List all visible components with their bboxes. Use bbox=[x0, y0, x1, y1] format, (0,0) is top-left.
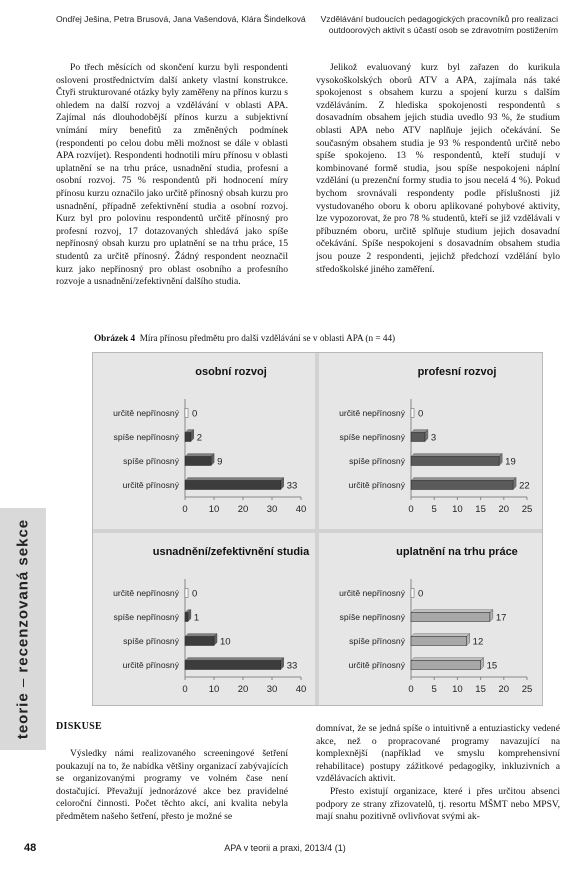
bar-chart bbox=[319, 353, 541, 529]
section-heading: DISKUSE bbox=[56, 721, 103, 732]
bar-rect bbox=[185, 433, 191, 442]
bar-spise-neprinosny bbox=[411, 610, 493, 622]
bar-value-label: 1 bbox=[193, 612, 200, 624]
sidebar-part2: recenzovaná sekce bbox=[14, 518, 32, 673]
chart-title: uplatnění na trhu práce bbox=[396, 546, 518, 558]
bar-urcite-prinosny bbox=[411, 478, 516, 490]
bar-top-face bbox=[185, 478, 284, 481]
chart-panel-profesni-rozvoj bbox=[319, 353, 541, 529]
bar-rect-zero bbox=[411, 589, 414, 598]
discussion-left-text bbox=[56, 748, 288, 824]
y-category-label: určitě nepřínosný bbox=[113, 408, 179, 418]
bar-urcite-neprinosny bbox=[411, 409, 414, 418]
bar-chart bbox=[93, 353, 315, 529]
x-tick-label: 40 bbox=[295, 504, 307, 515]
x-tick-label: 25 bbox=[521, 684, 533, 695]
bar-top-face bbox=[411, 610, 493, 613]
running-header-title-line1: Vzdělávání budoucích pedagogických pracovníků pro realizaci bbox=[320, 14, 558, 24]
y-category-label: spíše přínosný bbox=[123, 636, 179, 646]
x-tick-label: 10 bbox=[452, 684, 463, 695]
bar-rect-zero bbox=[185, 589, 188, 598]
x-tick-label: 25 bbox=[521, 504, 533, 515]
y-category-label: určitě nepřínosný bbox=[339, 588, 405, 598]
x-tick-label: 20 bbox=[498, 504, 510, 515]
bar-spise-neprinosny bbox=[185, 610, 191, 622]
bar-rect bbox=[411, 457, 499, 466]
x-tick-label: 0 bbox=[182, 684, 188, 695]
x-tick-label: 40 bbox=[295, 684, 307, 695]
figure-caption-text: Míra přínosu předmětu pro další vzdělávání se v oblasti APA (n = 44) bbox=[139, 333, 396, 343]
bar-value-label: 0 bbox=[418, 408, 424, 420]
bar-rect bbox=[411, 613, 490, 622]
paragraph: Jelikož evaluovaný kurz byl zařazen do kurikula vysokoškolských oborů ATV a APA, zajímala nás také spokojenost s obsahem kurzu a spojení kurzu s dalším vzděláváním. Z hlediska spokojenosti respondentů s dosavadním obsahem jejich studia uvedlo 93 %, že studium oblasti APA nebo ATV naplňuje jejich očekávání. Se současným obsahem studia je 93 % respondentů určitě nebo spíše spokojeno. 13 % respondentů, kteří studují v kombinované formě studia, jsou spíše nespokojeni náplní vzdělání (u prezenční formy studia to jsou necelá 4 %). Pokud bychom srovnávali respondenty podle příslušnosti již vystudovaného oboru k oboru aplikované pohybové aktivity, lze vypozorovat, že pro 78 % studentů, kteří se již vzdělávali v příbuzném oboru, určitě splňuje studium jejich dosavadní očekávání. Spíše nespokojeni s dosavadním obsahem studia jsou pouze 2 respondenti, jejichž předchozí vzdělání bylo středoškolské jiného zaměření. bbox=[316, 62, 560, 275]
y-category-label: určitě přínosný bbox=[348, 480, 405, 490]
bar-value-label: 0 bbox=[418, 588, 424, 600]
y-category-label: spíše přínosný bbox=[349, 636, 405, 646]
x-tick-label: 20 bbox=[498, 684, 510, 695]
bar-rect bbox=[185, 481, 281, 490]
bar-urcite-prinosny bbox=[185, 478, 284, 490]
bar-spise-prinosny bbox=[185, 634, 217, 646]
bar-value-label: 0 bbox=[192, 588, 198, 600]
running-header-authors: Ondřej Ješina, Petra Brusová, Jana Vašendová, Klára Šindelková bbox=[56, 14, 306, 24]
figure-label: Obrázek 4 bbox=[94, 333, 136, 343]
bar-value-label: 22 bbox=[519, 480, 530, 492]
bar-value-label: 15 bbox=[486, 660, 498, 672]
chart-panel-osobni-rozvoj bbox=[93, 353, 315, 529]
chart-title: profesní rozvoj bbox=[417, 366, 497, 378]
y-category-label: spíše nepřínosný bbox=[113, 612, 179, 622]
bar-chart bbox=[93, 533, 315, 709]
bar-value-label: 0 bbox=[192, 408, 198, 420]
section-sidebar-label bbox=[15, 519, 32, 739]
bar-urcite-neprinosny bbox=[411, 589, 414, 598]
y-category-label: spíše nepřínosný bbox=[339, 432, 405, 442]
journal-footer: APA v teorii a praxi, 2013/4 (1) bbox=[224, 843, 346, 853]
bar-value-label: 19 bbox=[505, 456, 516, 468]
bar-rect bbox=[185, 637, 214, 646]
bar-spise-prinosny bbox=[411, 634, 470, 646]
x-tick-label: 10 bbox=[208, 684, 220, 695]
y-category-label: určitě přínosný bbox=[122, 660, 179, 670]
bar-value-label: 33 bbox=[286, 480, 298, 492]
paragraph: domnívat, že se jedná spíše o intuitivně a entuziasticky vedené akce, než o propracované programy navazující na komplexnější (například ve smyslu komprehensivní rehabilitace) postupy zážitkové pedagogiky, inkluzivních a vzdělávacích aktivit. bbox=[316, 723, 560, 785]
bar-rect bbox=[185, 457, 211, 466]
bar-top-face bbox=[411, 478, 516, 481]
bar-value-label: 12 bbox=[472, 636, 484, 648]
x-tick-label: 10 bbox=[452, 504, 463, 515]
figure-caption bbox=[94, 333, 395, 343]
x-tick-label: 30 bbox=[266, 684, 278, 695]
chart-panel-usnadneni-studia bbox=[93, 533, 315, 709]
bar-value-label: 3 bbox=[430, 432, 437, 444]
x-tick-label: 30 bbox=[266, 504, 278, 515]
x-tick-label: 10 bbox=[208, 504, 220, 515]
bar-value-label: 33 bbox=[286, 660, 298, 672]
x-tick-label: 15 bbox=[475, 504, 486, 515]
bar-urcite-neprinosny bbox=[185, 589, 188, 598]
y-category-label: spíše nepřínosný bbox=[113, 432, 179, 442]
bar-rect bbox=[185, 661, 281, 670]
y-category-label: určitě nepřínosný bbox=[113, 588, 179, 598]
bar-value-label: 9 bbox=[217, 456, 223, 468]
y-category-label: spíše přínosný bbox=[123, 456, 179, 466]
y-category-label: určitě přínosný bbox=[348, 660, 405, 670]
left-column-text bbox=[56, 62, 288, 289]
y-category-label: určitě nepřínosný bbox=[339, 408, 405, 418]
chart-panel-uplatneni-trh-prace bbox=[319, 533, 541, 709]
bar-top-face bbox=[185, 658, 284, 661]
chart-title: osobní rozvoj bbox=[195, 366, 267, 378]
sidebar-part1: teorie bbox=[14, 692, 32, 740]
x-tick-label: 15 bbox=[475, 684, 486, 695]
x-tick-label: 5 bbox=[431, 684, 437, 695]
bar-rect bbox=[411, 637, 467, 646]
y-category-label: spíše nepřínosný bbox=[339, 612, 405, 622]
bar-urcite-prinosny bbox=[411, 658, 484, 670]
bar-spise-neprinosny bbox=[185, 430, 194, 442]
y-category-label: spíše přínosný bbox=[349, 456, 405, 466]
page-number: 48 bbox=[24, 842, 37, 854]
bar-rect bbox=[411, 661, 481, 670]
bar-urcite-neprinosny bbox=[185, 409, 188, 418]
running-header-title bbox=[298, 14, 558, 36]
paragraph: Výsledky námi realizovaného screeningové šetření poukazují na to, že nabídka většiny organizací zabývajících se organizovanými programy ve volném čase není dostačující. Převažují jednorázové akce bez pravidelné celoroční činnosti. Počet těchto akcí, ani kvalita nebyla předmětem našeho šetření, přesto je možné se bbox=[56, 748, 288, 822]
figure-4-charts bbox=[92, 352, 543, 706]
bar-top-face bbox=[411, 454, 502, 457]
bar-spise-neprinosny bbox=[411, 430, 428, 442]
x-tick-label: 20 bbox=[237, 504, 249, 515]
right-column-text bbox=[316, 62, 560, 276]
bar-spise-prinosny bbox=[185, 454, 214, 466]
bar-urcite-prinosny bbox=[185, 658, 284, 670]
running-header-title-line2: outdoorových aktivit s účastí osob se zdravotním postižením bbox=[328, 25, 558, 35]
bar-value-label: 17 bbox=[495, 612, 507, 624]
x-tick-label: 5 bbox=[431, 504, 437, 515]
x-tick-label: 0 bbox=[182, 504, 188, 515]
bar-chart bbox=[319, 533, 541, 709]
sidebar-dash: – bbox=[14, 672, 32, 693]
bar-top-face bbox=[185, 634, 217, 637]
discussion-right-text bbox=[316, 723, 560, 824]
x-tick-label: 0 bbox=[408, 504, 414, 515]
bar-value-label: 10 bbox=[220, 636, 231, 648]
bar-rect bbox=[185, 613, 188, 622]
bar-rect-zero bbox=[411, 409, 414, 418]
bar-spise-prinosny bbox=[411, 454, 502, 466]
paragraph: Přesto existují organizace, které i přes určitou absenci podpory ze strany zřizovatelů, tj. resortu MŠMT nebo MPSV, mají snahu pozitivně ovlivňovat svými ak- bbox=[316, 785, 560, 823]
bar-top-face bbox=[411, 634, 470, 637]
bar-rect-zero bbox=[185, 409, 188, 418]
x-tick-label: 0 bbox=[408, 684, 414, 695]
y-category-label: určitě přínosný bbox=[122, 480, 179, 490]
bar-value-label: 2 bbox=[196, 432, 203, 444]
chart-title: usnadnění/zefektivnění studia bbox=[152, 546, 310, 558]
bar-top-face bbox=[411, 658, 484, 661]
bar-top-face bbox=[185, 454, 214, 457]
paragraph: Po třech měsících od skončení kurzu byli respondenti osloveni prostřednictvím další ankety vlastní konstrukce. Čtyři strukturované otázky byly zaměřeny na přínos kurzu s ohledem na další rozvoj a vzdělávání v oblasti APA. Zajímal nás dlouhodobější přínos kurzu a subjektivní vnímání míry benefitů za změněných podmínek (respondenti po celou dobu měli možnost se dále v oblasti APA rozvíjet). Respondenti hodnotili míru přínosu v oblasti uplatnění se na trhu práce, usnadnění studia, profesní a osobní rozvoj. 75 % respondentů při hodnocení míry přínosu kurzu označilo jako určitě přínosný obsah kurzu pro usnadnění, případně zefektivnění studia a osobní rozvoj. Kurz byl pro polovinu respondentů určitě přínosný pro profesní rozvoj, 17 dotazovaných shledává jako spíše nepřínosný obsah kurzu pro uplatnění se na trhu práce, 15 studentů za určitě přínosný. Žádný respondent neoznačil kurz jako nepřínosný pro oblast osobního a profesního rozvoje a usnadnění/zefektivnění dalšího studia. bbox=[56, 62, 288, 288]
bar-rect bbox=[411, 433, 425, 442]
bar-rect bbox=[411, 481, 513, 490]
x-tick-label: 20 bbox=[237, 684, 249, 695]
